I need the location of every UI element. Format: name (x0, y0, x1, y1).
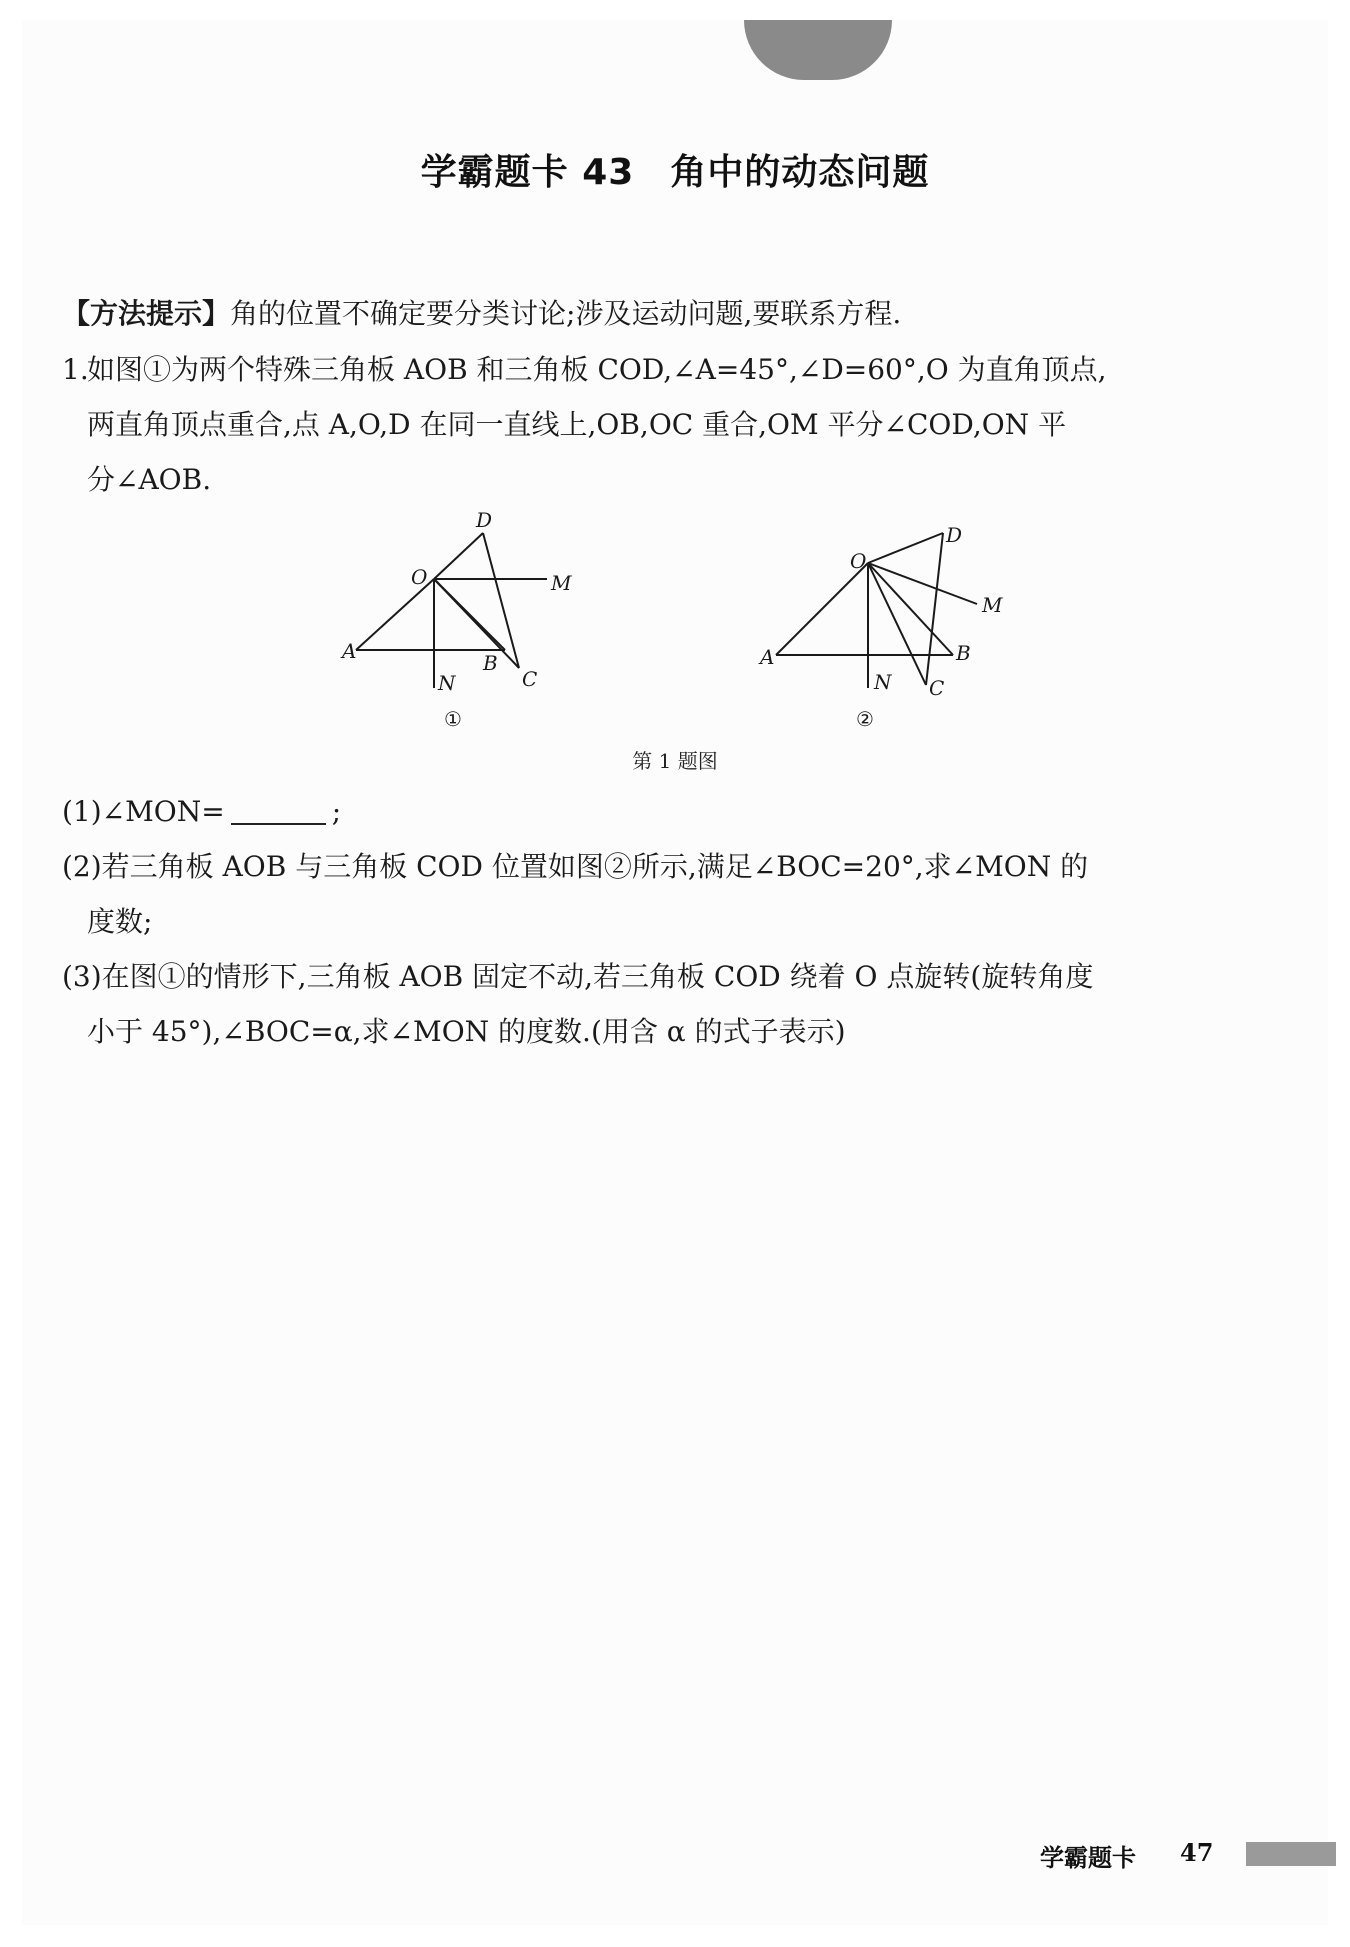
fig2-label-O: O (850, 549, 867, 573)
fig1-number: ① (444, 707, 462, 731)
question-text-1: 如图①为两个特殊三角板 AOB 和三角板 COD,∠A=45°,∠D=60°,O 为直角顶点, (87, 353, 1107, 386)
fig2-segment-OB (868, 563, 953, 655)
figure-2 (776, 533, 977, 688)
title-topic: 角中的动态问题 (670, 152, 930, 193)
question-line-1 (62, 342, 1262, 397)
question-number: 1. (62, 353, 89, 386)
fig2-number: ② (856, 707, 874, 731)
fig2-label-B: B (956, 641, 971, 665)
answer-blank (231, 793, 326, 825)
fig1-label-C: C (522, 667, 538, 691)
fig2-label-D: D (946, 523, 963, 547)
tip-label: 【方法提示】 (62, 297, 231, 330)
part-3-line-2: 小于 45°),∠BOC=α,求∠MON 的度数.(用含 α 的式子表示) (87, 1015, 846, 1048)
fig1-segment-OD (434, 533, 483, 579)
page-number: 47 (1180, 1838, 1214, 1867)
question-1 (62, 342, 1262, 507)
page-title (0, 144, 1350, 195)
fig1-label-B: B (483, 651, 498, 675)
fig1-label-D: D (476, 508, 493, 532)
figure-1-labels (340, 508, 572, 731)
part-2-line-2: 度数; (87, 905, 153, 938)
fig2-label-C: C (929, 676, 945, 700)
part-2-line-1: (2)若三角板 AOB 与三角板 COD 位置如图②所示,满足∠BOC=20°,求∠MON 的 (62, 850, 1089, 883)
page-top-tab (744, 20, 892, 80)
footer-bar (1246, 1842, 1336, 1866)
figure-2-labels (758, 523, 1003, 731)
tip-text: 角的位置不确定要分类讨论;涉及运动问题,要联系方程. (230, 297, 902, 330)
part-1-suffix: ; (331, 795, 342, 828)
fig1-label-N: N (438, 671, 456, 695)
question-line-3: 分∠AOB. (87, 463, 212, 496)
part-1 (62, 784, 1262, 839)
fig1-segment-AO (356, 579, 434, 650)
fig2-label-N: N (874, 670, 892, 694)
question-parts (62, 784, 1262, 1059)
method-tip (62, 286, 1262, 341)
part-3-line-1: (3)在图①的情形下,三角板 AOB 固定不动,若三角板 COD 绕着 O 点旋转(旋转角度 (62, 960, 1094, 993)
figure-1 (356, 533, 547, 688)
footer-label: 学霸题卡 (1040, 1844, 1136, 1872)
fig2-segment-OD (868, 533, 943, 563)
fig2-label-M: M (982, 593, 1003, 617)
question-line-2: 两直角顶点重合,点 A,O,D 在同一直线上,OB,OC 重合,OM 平分∠COD,ON 平 (87, 408, 1067, 441)
fig2-label-A: A (760, 645, 775, 669)
fig1-label-M: M (551, 571, 572, 595)
fig1-label-O: O (411, 565, 428, 589)
title-prefix: 学霸题卡 43 (420, 152, 635, 193)
fig2-segment-AO (776, 563, 868, 655)
figure-caption: 第 1 题图 (632, 749, 718, 773)
fig2-segment-DC (926, 533, 943, 685)
fig1-label-A: A (342, 639, 357, 663)
part-1-prefix: (1)∠MON= (62, 795, 225, 828)
